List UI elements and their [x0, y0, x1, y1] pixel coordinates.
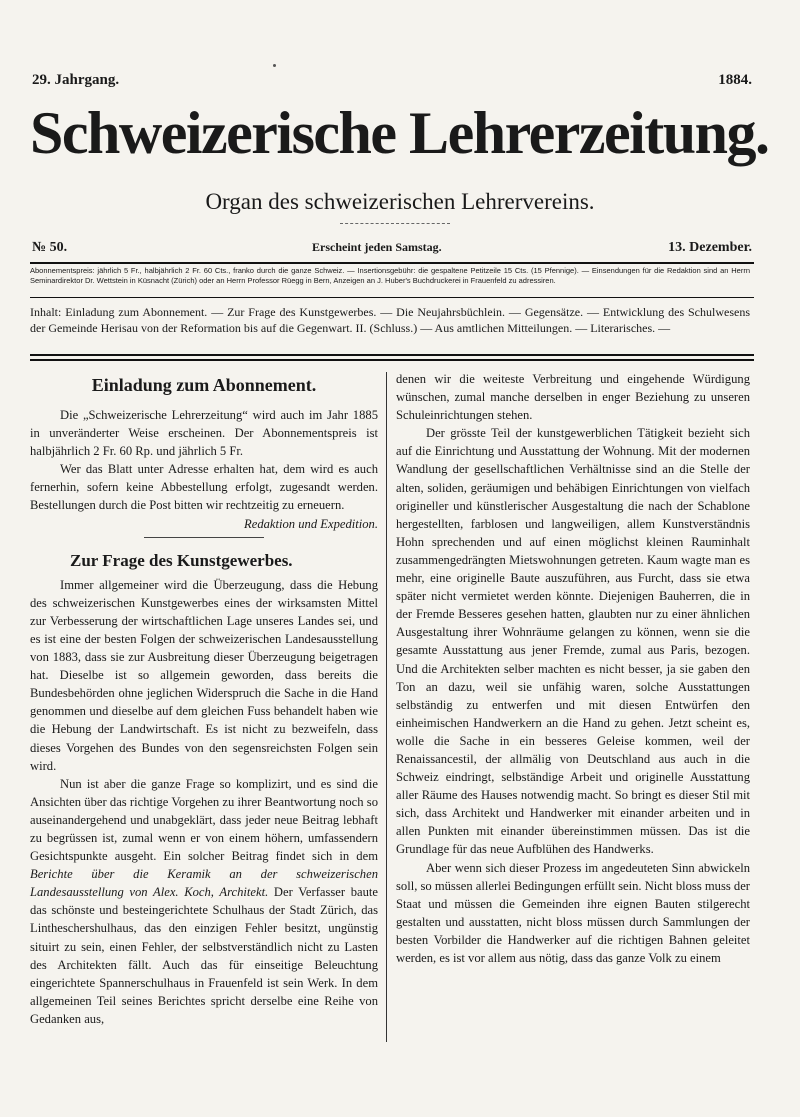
- year-label: 1884.: [718, 72, 752, 88]
- masthead-title: Schweizerische Lehrerzeitung.: [30, 100, 769, 166]
- signature: Redaktion und Expedition.: [244, 516, 378, 531]
- paragraph: [30, 775, 378, 1028]
- paragraph-text: Nun ist aber die ganze Frage so komplizirt, und es sind die Ansichten über das richtige Vorgehen zu ihrer Beantwortung noch so auseinandergehend und unabgeklärt, dass jeder neue Beitrag lebhaft zu begrüssen ist, zumal wenn er von einem höhern, umfassendern Gesichtspunkte ausgeht. Ein solcher Beitrag findet sich in dem: [30, 776, 378, 864]
- paragraph: Der grösste Teil der kunstgewerblichen Tätigkeit bezieht sich auf die Einrichtung und Ausstattung der Wohnung. Mit der modernen Wandlung der gesellschaftlichen Verhältnisse sind an die Stelle der alten, soliden, geräumigen und behäbigen Einrichtungen von vielfach origineller und künstlerischer Ausgestaltung die nach der Schablone hergestellten, farblosen und langweiligen, allem Kunstverständnis Hohn sprechenden und auf einen möglichst kleinen Rauminhalt zusammengedrängten Mietswohnungen getreten. Kaum wagte man es mehr, eine originelle Baute auszuführen, aus Furcht, dass sie etwa später nicht vermietet werden könnte. Diejenigen Bauherren, die in der Fremde Besseres gesehen hatten, glaubten nur zu einer ähnlichen Ausgestaltung ihrer Wohnräume gelangen zu können, wenn sie die gesamte Ausstattung aus jener Fremde, zumal aus Paris, bezogen. Und die Architekten selber machten es nicht besser, ja sie gaben den Ton an dazu, weil sie unfähig waren, solche Ausstattungen selbständig zu entwerfen und mit diesen Entwürfen den einheimischen Handwerkern an die Hand zu gehen. Jetzt scheint es, wolle die Sache in ein besseres Geleise kommen, weil der Renaissancestil, der allmälig von Deutschland aus auch in die Schweiz eindringt, selbständige Arbeit und originelle Ausstattung aller Räume des Hauses notwendig macht. So bringt es dieser Stil mit sich, dass Architekt und Handwerker mit einander arbeiten und in allen Punkten mit einander übereinstimmen müssen. Das ist die Grundlage für das neue Aufblühen des Handwerks.: [396, 426, 750, 857]
- article-heading-kunstgewerbe: Zur Frage des Kunstgewerbes.: [70, 550, 293, 570]
- volume-label: 29. Jahrgang.: [32, 72, 120, 88]
- paragraph: Aber wenn sich dieser Prozess im angedeuteten Sinn abwickeln soll, so müssen allerlei Bedingungen erfüllt sein. Nicht bloss muss der Staat und müssen die Gemeinden ihre eignen Bauten stilgerecht gestalten und ausstatten, nicht bloss müssen durch Sammlungen der besten Vorbilder die Handwerker auf die richtigen Bahnen geleitet werden, es ist vor allem aus nötig, dass das ganze Volk zu einem: [396, 860, 750, 965]
- publication-frequency: Erscheint jeden Samstag.: [312, 240, 442, 254]
- left-column: [30, 370, 378, 1028]
- subtitle-divider: [340, 223, 450, 224]
- cited-report: Berichte über die Keramik an der schweizerischen Landesausstellung von Alex. Koch, Architekt.: [30, 867, 378, 900]
- contents-rule-bottom: [30, 359, 754, 361]
- paragraph-text: Der Verfasser baute das schönste und besteingerichtete Schulhaus der Stadt Zürich, das Lintheschershulhaus, das den einzigen Fehler besitzt, ungünstig situirt zu sein, einen Fehler, der selbstverständlich nicht zu Lasten des Architekten fällt. Auch das für einseitige Beleuchtung eingerichtete Spannerschulhaus in Frauenfeld ist sein Werk. In dem allgemeinen Teil seines Berichtes spricht derselbe eine Reihe von Gedanken aus,: [30, 885, 379, 1026]
- right-column: [396, 370, 750, 967]
- article-separator: [144, 537, 264, 538]
- paragraph: Die „Schweizerische Lehrerzeitung“ wird auch im Jahr 1885 in unveränderter Weise erscheinen. Der Abonnementspreis ist halbjährlich 2 Fr. 60 Rp. und jährlich 5 Fr.: [30, 408, 378, 459]
- paragraph: denen wir die weiteste Verbreitung und eingehende Würdigung wünschen, zumal manche derselben in enger Beziehung zu unseren Schuleinrichtungen stehen.: [396, 372, 750, 423]
- subscription-info: Abonnementspreis: jährlich 5 Fr., halbjährlich 2 Fr. 60 Cts., franko durch die ganze Schweiz. — Insertionsgebühr: die gespaltene Petitzeile 15 Cts. (15 Pfennige). — Einsendungen für die Redaktion sind an Herrn Seminardirektor Dr. Wettstein in Küsnacht (Zürich) oder an Herrn Professor Rüegg in Bern, Anzeigen an J. Huber's Buchdruckerei in Frauenfeld zu adressiren.: [30, 266, 750, 285]
- print-speck: [273, 64, 276, 67]
- issue-number: № 50.: [32, 240, 68, 255]
- header-rule: [30, 262, 754, 264]
- masthead-subtitle: Organ des schweizerischen Lehrervereins.: [205, 189, 595, 214]
- issue-row: [32, 240, 752, 258]
- info-rule: [30, 297, 754, 298]
- issue-date: 13. Dezember.: [668, 240, 752, 255]
- top-line: [32, 72, 752, 90]
- contents-rule-top: [30, 354, 754, 356]
- paragraph: Wer das Blatt unter Adresse erhalten hat, dem wird es auch fernerhin, sofern keine Abbestellung erfolgt, zugesandt werden. Bestellungen durch die Post bitten wir rechtzeitig zu erneuern.: [30, 462, 378, 513]
- column-divider: [386, 372, 387, 1042]
- table-of-contents: Inhalt: Einladung zum Abonnement. — Zur Frage des Kunstgewerbes. — Die Neujahrsbüchlein. — Gegensätze. — Entwicklung des Schulwesens der Gemeinde Herisau von der Reformation bis auf die Gegenwart. II. (Schluss.) — Aus amtlichen Mitteilungen. — Literarisches. —: [30, 305, 750, 335]
- paragraph: Immer allgemeiner wird die Überzeugung, dass die Hebung des schweizerischen Kunstgewerbes eines der wirksamsten Mittel zur Verbesserung der wirtschaftlichen Lage unseres Landes sei, und es ist eine der besten Folgen der schweizerischen Landesausstellung von 1883, dass sie zur Ausbreitung dieser Überzeugung beigetragen hat. Dieselbe ist so allgemein geworden, dass bereits die Bundesbehörden ohne jeglichen Widerspruch die Sache in die Hand genommen und dieselbe auf dem gleichen Fuss behandelt haben wie die Hebung der Landwirtschaft. Es ist nicht zu bezweifeln, dass dieses Vorgehen des Bundes von den segensreichsten Folgen sein wird.: [30, 577, 378, 773]
- article-heading-abonnement: Einladung zum Abonnement.: [91, 375, 317, 395]
